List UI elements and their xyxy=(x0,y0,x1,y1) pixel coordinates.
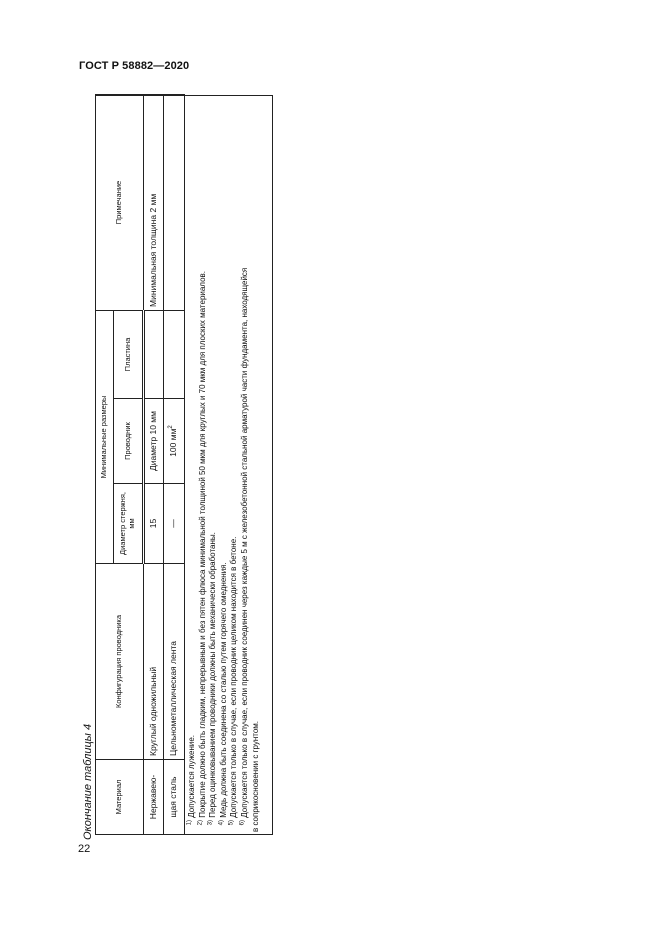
cell-configuration: Круглый одножильный xyxy=(144,564,164,760)
footnote-text: Медь должна быть соединена со сталью путем горячего омеднения. xyxy=(218,562,228,818)
footnote-text: Допускается лужение. xyxy=(187,734,196,818)
header-configuration: Конфигурация проводника xyxy=(96,564,144,760)
table-row xyxy=(144,94,164,834)
document-header: ГОСТ Р 58882—2020 xyxy=(79,60,190,72)
footnote-number: 1) xyxy=(186,819,193,826)
footnote-number: 3) xyxy=(207,819,214,826)
conductor-superscript: 2 xyxy=(168,425,175,429)
header-min-sizes: Минимальные размеры xyxy=(96,310,114,563)
cell-configuration: Цельнометаллическая лента xyxy=(164,564,185,760)
footnote-text: Допускается только в случае, если проводник целиком находится в бетоне. xyxy=(229,536,239,818)
rotated-table-block xyxy=(95,95,273,835)
cell-material: Нержавею- xyxy=(144,760,164,835)
cell-plate xyxy=(144,310,164,398)
header-rod-diameter: Диаметр стержня, мм xyxy=(114,484,144,564)
footnotes xyxy=(187,102,261,832)
footnote-item xyxy=(198,102,209,832)
cell-conductor xyxy=(164,399,185,484)
cell-plate xyxy=(164,310,185,398)
footnote-item xyxy=(208,102,219,832)
cell-note: Минимальная толщина 2 мм xyxy=(144,94,164,310)
header-plate: Пластина xyxy=(114,310,144,398)
header-material: Материал xyxy=(96,760,144,835)
footnote-item xyxy=(219,102,230,832)
header-note: Примечание xyxy=(96,94,144,310)
footnote-text: в соприкосновении с грунтом. xyxy=(250,720,260,832)
cell-material: щая сталь xyxy=(164,760,185,835)
table-header-row xyxy=(96,94,114,834)
cell-rod-diameter: — xyxy=(164,484,185,564)
footnote-continuation xyxy=(251,102,262,832)
page-number: 22 xyxy=(78,843,91,855)
cell-rod-diameter: 15 xyxy=(144,484,164,564)
footnote-item xyxy=(187,102,198,832)
header-conductor: Проводник xyxy=(114,399,144,484)
cell-conductor: Диаметр 10 мм xyxy=(144,399,164,484)
table-caption: Окончание таблицы 4 xyxy=(82,723,94,840)
footnote-text: Перед оцинковыванием проводники должны быть механически обработаны. xyxy=(208,532,218,818)
footnote-text: Покрытие должно быть гладким, непрерывным и без пятен флюса минимальной толщиной 50 мкм для круглых и 70 мкм для плоских материалов. xyxy=(197,271,207,818)
footnote-item xyxy=(240,102,251,832)
materials-table xyxy=(95,94,185,835)
cell-note xyxy=(164,94,185,310)
table-row xyxy=(164,94,185,834)
footnote-number: 2) xyxy=(196,819,203,826)
footnote-number: 6) xyxy=(239,819,246,826)
footnote-number: 5) xyxy=(228,819,235,826)
footnote-item xyxy=(229,102,240,832)
footnote-number: 4) xyxy=(218,819,225,826)
footnote-text: Допускается только в случае, если проводник соединен через каждые 5 м с железобетонной стальной арматурой части фундамента, находящейся xyxy=(239,267,249,818)
conductor-value: 100 мм xyxy=(168,428,179,457)
